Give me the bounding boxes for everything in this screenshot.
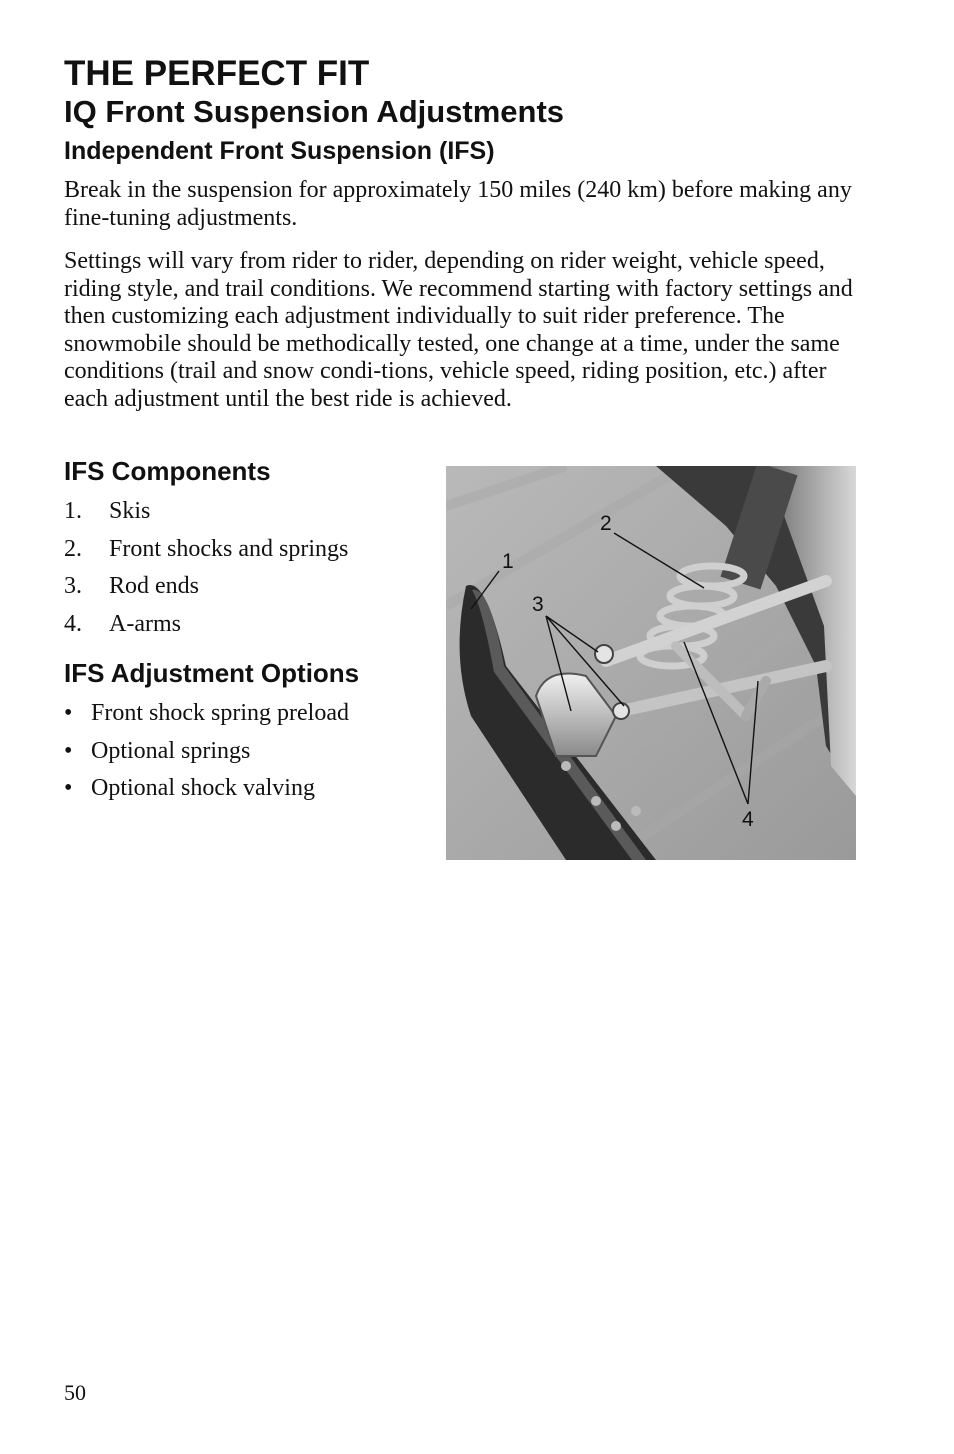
page-title: THE PERFECT FIT [64, 54, 370, 93]
settings-paragraph: Settings will vary from rider to rider, depending on rider weight, vehicle speed, riding style, and trail conditions. We recommend starting with factory settings and then customizing each adjustment individually to suit rider preference. The snowmobile should be methodically tested, one change at a time, under the same conditions (trail and snow condi-tions, vehicle speed, riding position, etc.) after each adjustment until the best ride is achieved. [64, 248, 853, 412]
callout-label: 2 [600, 512, 612, 535]
callout-label: 3 [532, 593, 544, 616]
options-heading: IFS Adjustment Options [64, 658, 360, 688]
components-heading: IFS Components [64, 456, 271, 486]
subsection-title: Independent Front Suspension (IFS) [64, 137, 495, 165]
callout-label: 1 [502, 550, 514, 573]
suspension-photo [446, 466, 856, 860]
section-title: IQ Front Suspension Adjustments [64, 94, 565, 129]
page-number: 50 [64, 1380, 86, 1405]
break-in-paragraph: Break in the suspension for approximately 150 miles (240 km) before making any fine-tuning adjustments. [64, 177, 852, 231]
callout-label: 4 [742, 808, 754, 831]
